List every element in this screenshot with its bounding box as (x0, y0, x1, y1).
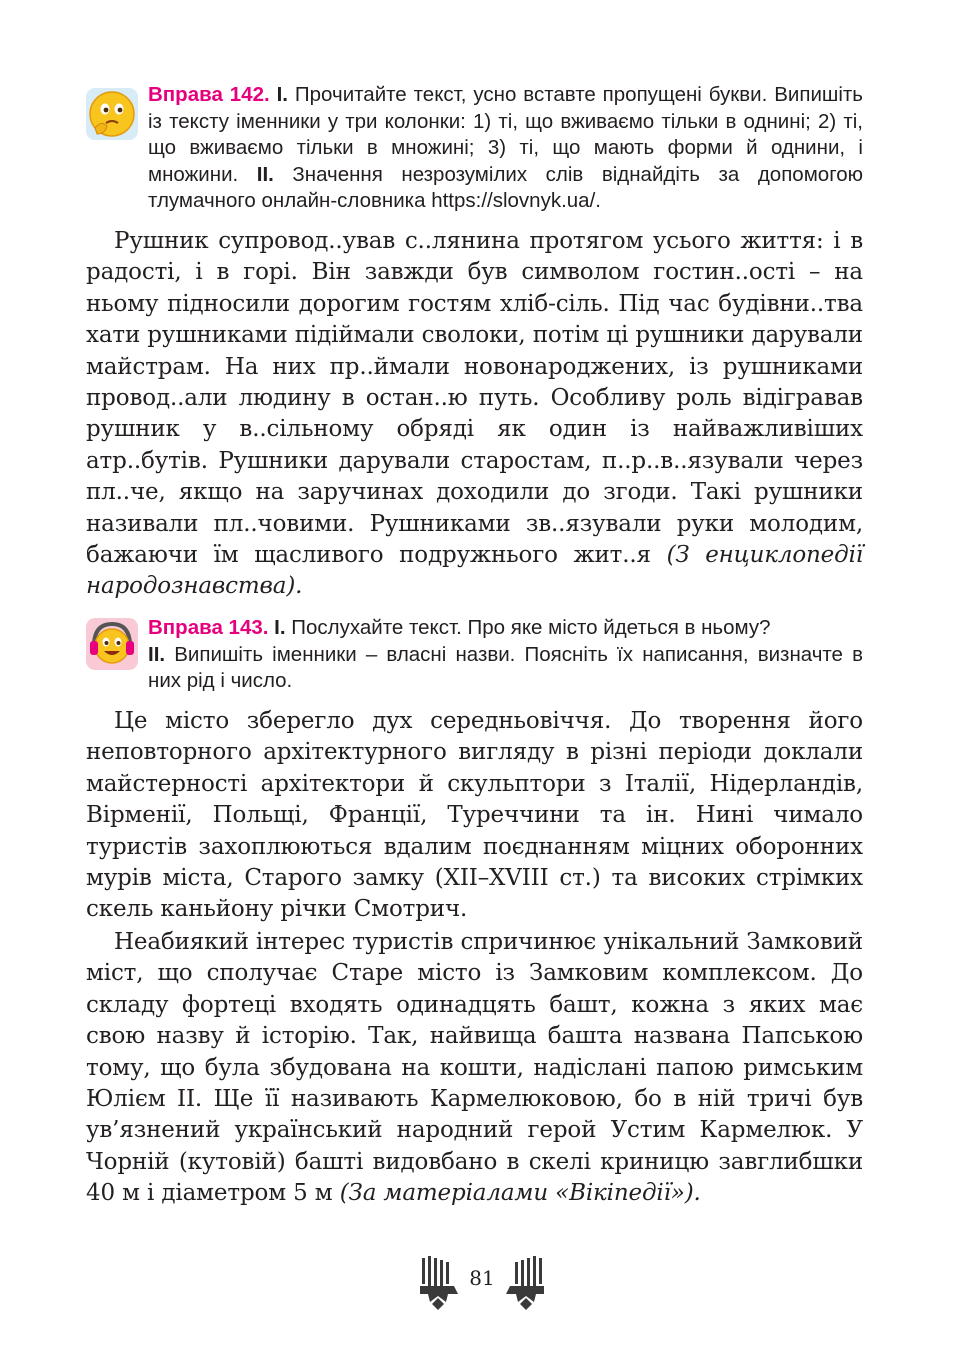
part-label: II. (148, 642, 166, 666)
headphones-smiley-icon (86, 618, 138, 670)
instruction-text: Випишіть іменники – власні назви. Поясніть їх написання, визначте в них рід і число. (148, 642, 863, 692)
source-citation: (За матеріалами «Вікіпедії»). (339, 1180, 701, 1207)
paragraph-body: Це місто зберегло дух середньовіччя. До творення його неповторного архітектурного вигляду в різні періоди доклали майстерності архітектори й скульптори з Італії, Нідерландів, Вірменії, Польщі, Франції, Туреччини та ін. Нині чимало туристів захоплюються вдалим поєднанням міцних оборонних мурів міста, Старого замку (XII–XVIII ст.) та високих стрімких скель каньйону річки Смотрич. (86, 708, 863, 923)
text-paragraph (86, 226, 863, 603)
part-label: I. (276, 83, 288, 106)
part-label: I. (274, 616, 286, 639)
instruction-text: Значення незрозумілих слів віднайдіть за допомогою тлумачного онлайн-словника https://slovnyk.ua/. (148, 162, 863, 212)
page-number: 81 (469, 1266, 495, 1290)
paragraph-body: Неабиякий інтерес туристів спричинює унікальний Замковий міст, що сполучає Старе місто із Замковим комплексом. До складу фортеці входять одинадцять башт, кожна з яких має свою назву й історію. Так, найвища башта названа Папською тому, що була збудована на кошти, надіслані папою римським Юлієм ІІ. Ще її називають Кармелюковою, бо в ній тричі був ув’язнений український народний герой Устим Кармелюк. У Чорній (кутовій) башті видовбано в скелі криницю завглибшки 40 м і діаметром 5 м (86, 929, 863, 1207)
source-citation: (З енциклопедії народознавства). (86, 542, 863, 600)
embroidery-ornament-icon (418, 1256, 460, 1316)
exercise-142-instructions (148, 82, 863, 215)
text-paragraph (86, 706, 863, 926)
instruction-text: Послухайте текст. Про яке місто йдеться в ньому? (291, 616, 771, 639)
part-label: II. (256, 162, 274, 186)
exercise-number: Вправа 142. (148, 83, 270, 106)
text-paragraph (86, 927, 863, 1210)
embroidery-ornament-icon (504, 1256, 546, 1316)
paragraph-body: Рушник супровод..ував с..лянина протягом усього життя: і в радості, і в горі. Він завжди був символом гостин..ості – на ньому підносили дорогим гостям хліб-сіль. Під час будівни..тва хати рушниками підіймали сволоки, потім ці рушники дарували майстрам. На них пр..ймали новонароджених, із рушниками провод..али людину в остан..ю путь. Особливу роль відігравав рушник у в..сільному обряді як один із найважливіших атр..бутів. Рушники дарували старостам, п..р..в..язували через пл..че, якщо на заручинах доходили до згоди. Такі рушники називали пл..човими. Рушниками зв..язували руки молодим, бажаючи їм щасливого подружнього жит..я (86, 228, 863, 569)
instruction-text: Прочитайте текст, усно вставте пропущені букви. Випишіть із тексту іменники у три колонки: 1) ті, що вживаємо тільки в однині; 2) ті, що вживаємо тільки в множині; 3) ті, що мають форми й однини, і множини. (148, 83, 863, 186)
exercise-number: Вправа 143. (148, 616, 269, 639)
thinking-smiley-icon (86, 88, 138, 140)
exercise-143-instructions (148, 615, 863, 695)
